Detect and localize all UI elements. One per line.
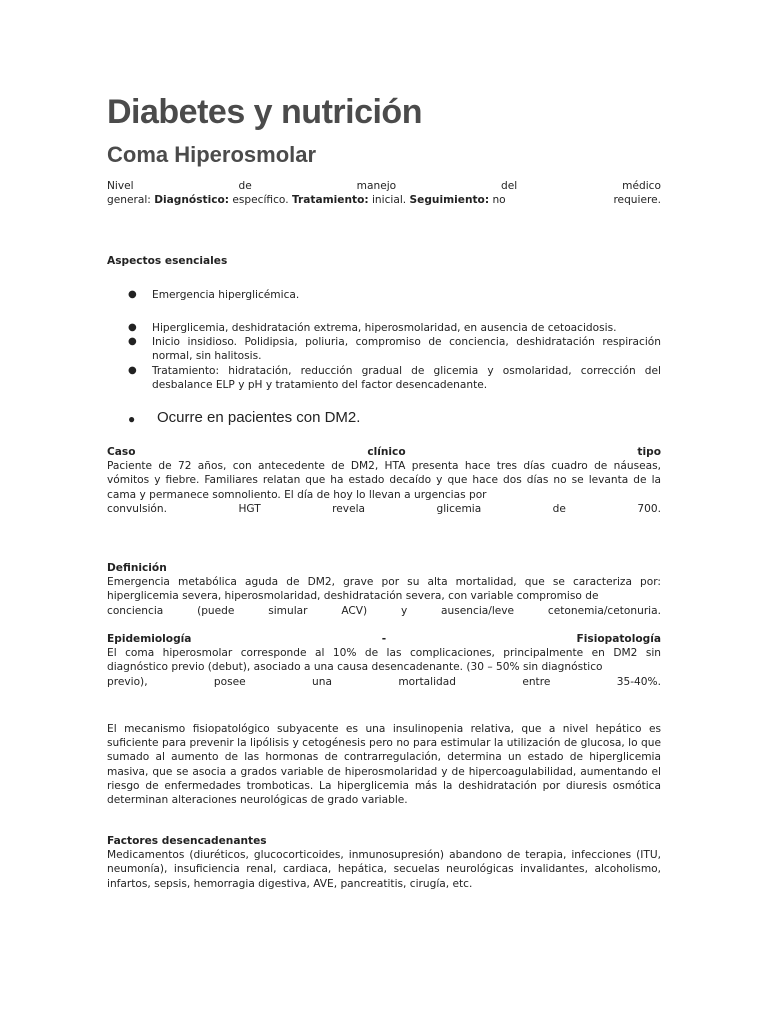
definicion-section: [107, 561, 661, 618]
epidemiologia-word: 35-40%.: [616, 675, 661, 688]
epidemiologia-last-line: [107, 675, 661, 689]
nivel-word: Nivel: [107, 180, 134, 192]
epidemiologia-word: una: [312, 675, 332, 688]
nivel-line-1: [107, 179, 661, 193]
caso-word: HGT: [238, 502, 261, 515]
nivel-line-2-left: [107, 193, 506, 207]
aspectos-first-list: [107, 288, 661, 302]
nivel-word: médico: [622, 180, 661, 192]
nivel-manejo-paragraph: [107, 179, 661, 207]
bullet-text: Tratamiento: hidratación, reducción gradual de glicemia y osmolaridad, corrección del desbalance ELP y pH y tratamiento del factor desencadenante.: [152, 364, 661, 391]
caso-heading: [107, 445, 661, 459]
nivel-end: requiere.: [613, 194, 661, 207]
page-title: Diabetes y nutrición: [107, 93, 422, 131]
bullet-text: Ocurre en pacientes con DM2.: [157, 409, 361, 426]
caso-section: [107, 445, 661, 516]
definicion-word: (puede: [197, 604, 235, 617]
definicion-last-line: [107, 604, 661, 618]
factores-heading: Factores desencadenantes: [107, 835, 267, 847]
factores-section: [107, 834, 661, 891]
nivel-word: de: [238, 180, 252, 192]
definicion-heading: Definición: [107, 562, 167, 574]
caso-text: Paciente de 72 años, con antecedente de DM2, HTA presenta hace tres días cuadro de náuseas, vómitos y fiebre. Familiares relatan que ha estado decaído y que hace dos días no se levanta de la cama y permanece somnoliento. El día de hoy lo llevan a urgencias por: [107, 460, 661, 501]
epidemiologia-section: [107, 632, 661, 689]
diagnostico-value: específico.: [232, 194, 289, 207]
bullet-text: Emergencia hiperglicémica.: [152, 289, 300, 301]
epidemiologia-word: entre: [522, 675, 551, 688]
nivel-word: del: [501, 180, 518, 192]
definicion-word: conciencia: [107, 604, 164, 617]
epidemiologia-word: previo),: [107, 675, 148, 688]
caso-heading-word: clínico: [367, 446, 406, 458]
aspectos-list: [107, 321, 661, 392]
aspectos-heading: [107, 254, 661, 268]
epidemiologia-word: posee: [213, 675, 246, 688]
seguimiento-value: no: [492, 194, 506, 207]
page-subtitle: Coma Hiperosmolar: [107, 142, 317, 167]
bullet-icon: ●: [128, 289, 137, 300]
list-item: [107, 335, 661, 363]
definicion-word: ACV): [341, 604, 368, 617]
epidemiologia-heading-word: -: [381, 633, 387, 645]
bullet-text: Inicio insidioso. Polidipsia, poliuria, compromiso de conciencia, deshidratación respiración normal, sin halitosis.: [152, 336, 661, 363]
mecanismo-paragraph: El mecanismo fisiopatológico subyacente es una insulinopenia relativa, que a nivel hepático es suficiente para prevenir la lipólisis y cetogénesis pero no para estimular la utilización de glucosa, lo que sumado al aumento de las hormonas de contrarregulación, determina un estado de hiperglicemia masiva, que se asocia a grados variable de hiperosmolaridad y de hipercoagulabilidad, aumentando el riesgo de enfermedades tromboticas. La hiperglicemia más la deshidratación por diuresis osmótica determinan alteraciones neurológicas de grado variable.: [107, 723, 661, 807]
caso-word: de: [552, 502, 566, 515]
epidemiologia-heading-word: Fisiopatología: [576, 633, 661, 645]
caso-word: glicemia: [436, 502, 482, 515]
definicion-word: simular: [268, 604, 308, 617]
tratamiento-value: inicial.: [371, 194, 407, 207]
definicion-word: y: [400, 604, 408, 617]
epidemiologia-heading: [107, 632, 661, 646]
nivel-word: manejo: [356, 180, 397, 192]
nivel-line-2: [107, 193, 661, 207]
epidemiologia-text: El coma hiperosmolar corresponde al 10% de las complicaciones, principalmente en DM2 sin diagnóstico previo (debut), asociado a una causa desencadenante. (30 – 50% sin diagnóstico: [107, 647, 661, 674]
aspectos-heading-text: Aspectos esenciales: [107, 255, 228, 267]
definicion-text: Emergencia metabólica aguda de DM2, grave por su alta mortalidad, que se caracteriza por: hiperglicemia severa, hiperosmolaridad, deshidratación severa, con variable compromiso de: [107, 576, 661, 603]
epidemiologia-word: mortalidad: [398, 675, 456, 688]
list-item: [107, 364, 661, 392]
diagnostico-label: Diagnóstico:: [154, 194, 229, 207]
list-item: [107, 321, 661, 335]
caso-heading-word: Caso: [107, 446, 136, 458]
caso-word: revela: [332, 502, 366, 515]
list-item: [107, 288, 661, 302]
caso-word: convulsión.: [107, 502, 167, 515]
bullet-icon: ●: [128, 412, 136, 426]
definicion-word: cetonemia/cetonuria.: [547, 604, 661, 617]
bullet-icon: ●: [128, 364, 137, 376]
factores-text: Medicamentos (diuréticos, glucocorticoides, inmunosupresión) abandono de terapia, infecciones (ITU, neumonía), insuficiencia renal, cardiaca, hepática, secuelas neurológicas invalidantes, alcoholismo, infartos, sepsis, hemorragia digestiva, AVE, pancreatitis, cirugía, etc.: [107, 849, 661, 890]
tratamiento-label: Tratamiento:: [291, 194, 369, 207]
bullet-icon: ●: [128, 336, 137, 348]
seguimiento-label: Seguimiento:: [409, 194, 490, 207]
nivel-general: general:: [107, 194, 151, 207]
caso-last-line: [107, 502, 661, 516]
bullet-icon: ●: [128, 322, 137, 333]
definicion-word: ausencia/leve: [441, 604, 515, 617]
caso-word: 700.: [637, 502, 661, 515]
caso-heading-word: tipo: [637, 446, 661, 458]
epidemiologia-heading-word: Epidemiología: [107, 633, 192, 645]
bullet-text: Hiperglicemia, deshidratación extrema, hiperosmolaridad, en ausencia de cetoacidosis.: [152, 322, 617, 334]
